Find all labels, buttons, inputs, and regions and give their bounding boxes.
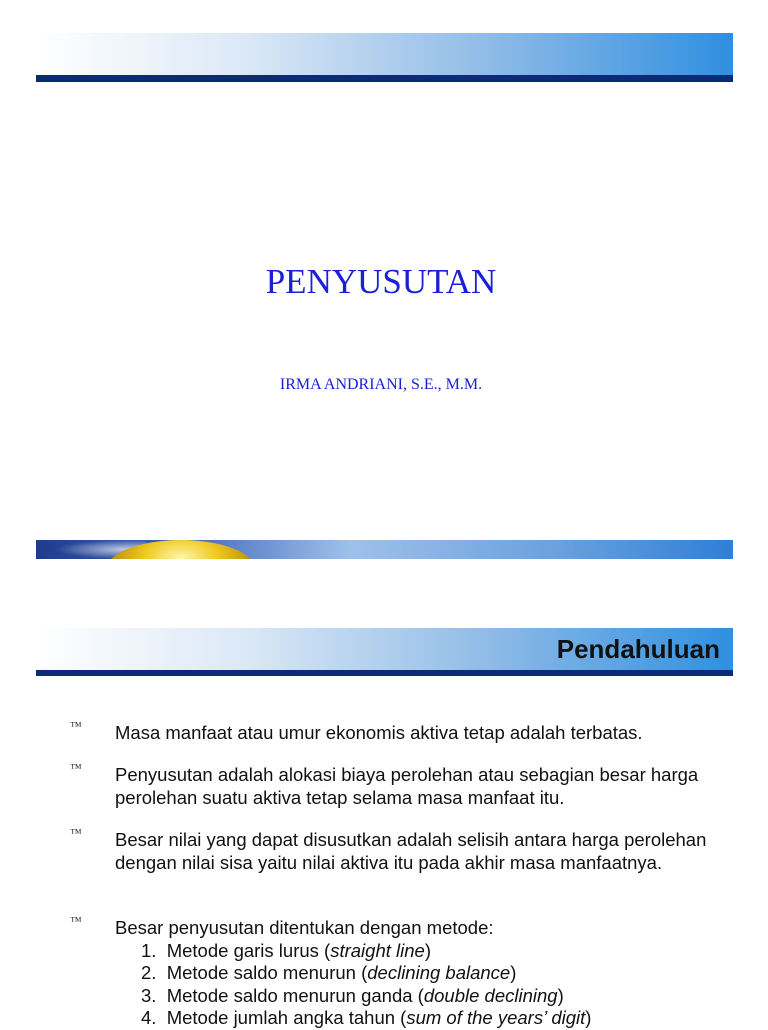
bullet-marker-icon: ™ [70,761,82,775]
slide-title: PENYUSUTAN [265,262,497,301]
method-item: 1. Metode garis lurus (straight line) [141,939,431,961]
author-name: IRMA ANDRIANI, S.E., M.M. [279,376,483,393]
method-item: 2. Metode saldo menurun (declining balance) [141,962,517,983]
bullet-text: Penyusutan adalah alokasi biaya perolehan atau sebagian besar harga perolehan suatu aktiva tetap selama masa manfaat itu. [115,764,699,808]
content-slide [0,560,768,1028]
bullet-marker-icon: ™ [70,914,82,928]
header-rule [36,75,733,82]
method-list [141,940,741,1030]
footer-band [36,540,733,559]
slide-heading: Pendahuluan [556,634,720,664]
bullet-marker-icon: ™ [70,826,82,840]
header-gradient-bar [36,33,733,75]
header-rule [36,670,733,676]
method-item: 4. Metode jumlah angka tahun (sum of the years’ digit) [141,1007,592,1028]
bullet-text: Besar penyusutan ditentukan dengan metode: [115,917,494,938]
bullet-text: Besar nilai yang dapat disusutkan adalah selisih antara harga perolehan dengan nilai sisa yaitu nilai aktiva itu pada akhir masa manfaatnya. [115,829,707,873]
bullet-marker-icon: ™ [70,719,82,733]
method-item: 3. Metode saldo menurun ganda (double declining) [141,984,564,1006]
bullet-text: Masa manfaat atau umur ekonomis aktiva tetap adalah terbatas. [115,722,643,743]
